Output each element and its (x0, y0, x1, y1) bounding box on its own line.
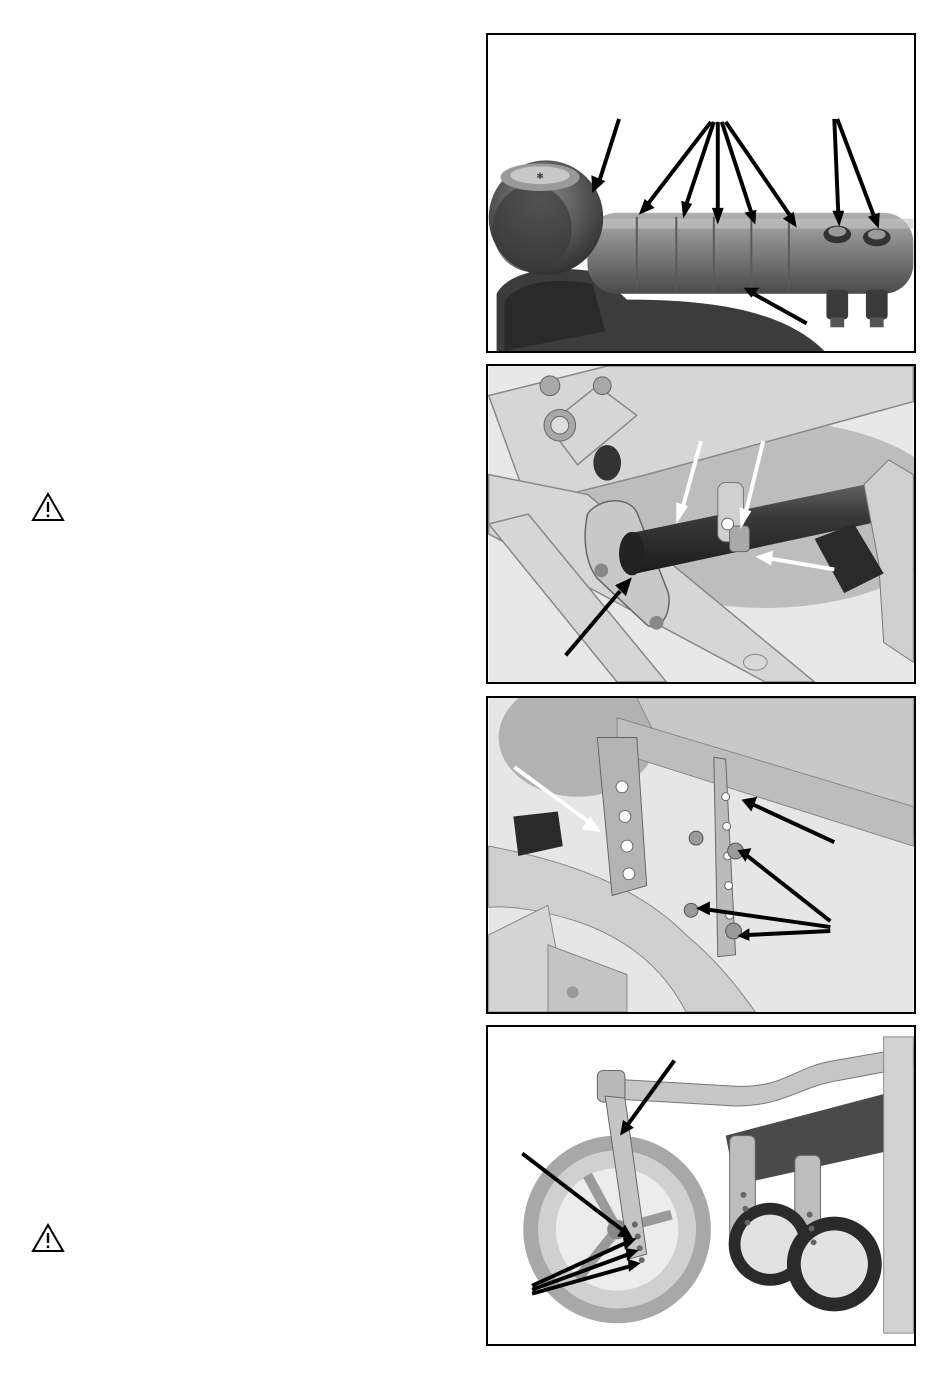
warning-triangle-icon (31, 1223, 65, 1253)
figure-armrest-bar (486, 33, 916, 353)
warning-triangle-icon (31, 492, 65, 522)
figure-frame-axle (486, 364, 916, 684)
figure-caster-wheels (486, 1025, 916, 1346)
svg-text:✱: ✱ (536, 172, 544, 183)
figure-mounting-plates (486, 696, 916, 1014)
